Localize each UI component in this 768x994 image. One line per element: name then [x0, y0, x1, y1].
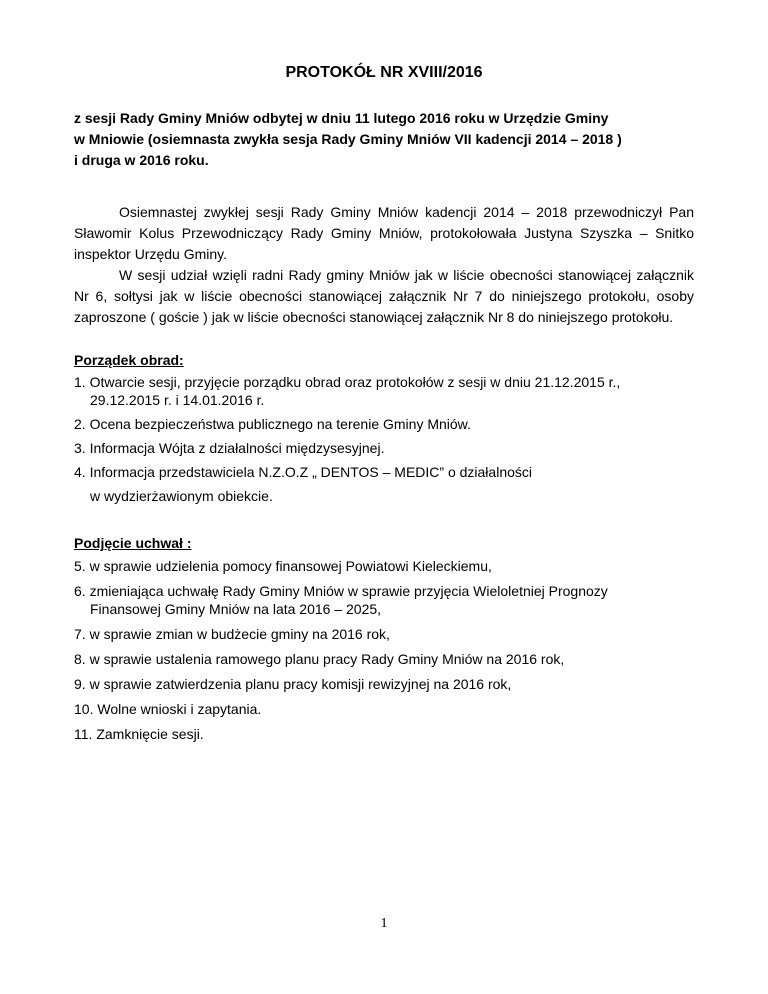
- agenda-item-text: Otwarcie sesji, przyjęcie porządku obrad oraz protokołów z sesji w dniu 21.12.2015 r.,: [89, 374, 621, 390]
- agenda-item-number: 1.: [74, 374, 86, 390]
- subtitle-line-1: z sesji Rady Gminy Mniów odbytej w dniu 11 lutego 2016 roku w Urzędzie Gminy: [74, 110, 609, 126]
- resolution-item-number: 5.: [74, 558, 86, 574]
- resolution-item-11: [74, 725, 698, 743]
- resolution-item-number: 6.: [74, 583, 86, 599]
- resolution-item-text: w sprawie zmian w budżecie gminy na 2016 rok,: [89, 626, 390, 642]
- document-subtitle: [74, 108, 714, 171]
- resolution-item-number: 10.: [74, 701, 94, 717]
- resolution-item-5: [74, 557, 698, 575]
- resolution-item-number: 7.: [74, 626, 86, 642]
- resolution-item-10: [74, 700, 698, 718]
- resolutions-list: [74, 557, 698, 743]
- paragraph-attendance: W sesji udział wzięli radni Rady gminy Mniów jak w liście obecności stanowiącej załącznik Nr 6, sołtysi jak w liście obecności stanowiącej załącznik Nr 7 do niniejszego protokołu, osoby zaproszone ( goście ) jak w liście obecności stanowiącej załącznik Nr 8 do niniejszego protokołu.: [74, 267, 694, 325]
- subtitle-line-3: i druga w 2016 roku.: [74, 152, 209, 168]
- document-title: PROTOKÓŁ NR XVIII/2016: [285, 64, 483, 81]
- resolution-item-8: [74, 650, 698, 668]
- agenda-item-continuation: 29.12.2015 r. i 14.01.2016 r.: [90, 392, 265, 408]
- agenda-item-number: 4.: [74, 464, 86, 480]
- agenda-list: [74, 373, 698, 505]
- agenda-item-2: [74, 415, 698, 433]
- agenda-item-text: Informacja Wójta z działalności międzysesyjnej.: [89, 440, 385, 456]
- agenda-item-text: Informacja przedstawiciela N.Z.O.Z „ DENTOS – MEDIC” o działalności: [89, 464, 532, 480]
- resolutions-heading: Podjęcie uchwał :: [74, 535, 192, 551]
- resolution-item-text: Wolne wnioski i zapytania.: [97, 701, 262, 717]
- agenda-item-3: [74, 439, 698, 457]
- resolution-item-9: [74, 675, 698, 693]
- resolution-item-number: 9.: [74, 676, 86, 692]
- paragraph-chair: Osiemnastej zwykłej sesji Rady Gminy Mniów kadencji 2014 – 2018 przewodniczył Pan Sławomir Kolus Przewodniczący Rady Gminy Mniów, protokołowała Justyna Szyszka – Snitko inspektor Urzędu Gminy.: [74, 204, 694, 262]
- resolution-item-text: w sprawie udzielenia pomocy finansowej Powiatowi Kieleckiemu,: [89, 558, 492, 574]
- agenda-item-number: 2.: [74, 416, 86, 432]
- subtitle-line-2: w Mniowie (osiemnasta zwykła sesja Rady Gminy Mniów VII kadencji 2014 – 2018 ): [74, 131, 622, 147]
- resolution-item-6: [74, 582, 698, 618]
- intro-paragraphs: [74, 202, 694, 328]
- resolution-item-text: w sprawie ustalenia ramowego planu pracy Rady Gminy Mniów na 2016 rok,: [89, 651, 565, 667]
- agenda-item-text: Ocena bezpieczeństwa publicznego na terenie Gminy Mniów.: [89, 416, 471, 432]
- resolution-item-7: [74, 625, 698, 643]
- resolution-item-text: Zamknięcie sesji.: [96, 726, 204, 742]
- agenda-item-4: [74, 463, 698, 505]
- resolution-item-number: 8.: [74, 651, 86, 667]
- resolution-item-text: w sprawie zatwierdzenia planu pracy komisji rewizyjnej na 2016 rok,: [89, 676, 512, 692]
- resolution-item-continuation: Finansowej Gminy Mniów na lata 2016 – 2025,: [90, 601, 382, 617]
- page-number: 1: [380, 916, 388, 931]
- agenda-item-1: [74, 373, 698, 409]
- agenda-item-continuation: w wydzierżawionym obiekcie.: [90, 488, 273, 504]
- resolution-item-text: zmieniająca uchwałę Rady Gminy Mniów w sprawie przyjęcia Wieloletniej Prognozy: [89, 583, 608, 599]
- agenda-item-number: 3.: [74, 440, 86, 456]
- agenda-heading: Porządek obrad:: [74, 352, 184, 368]
- resolution-item-number: 11.: [74, 726, 93, 742]
